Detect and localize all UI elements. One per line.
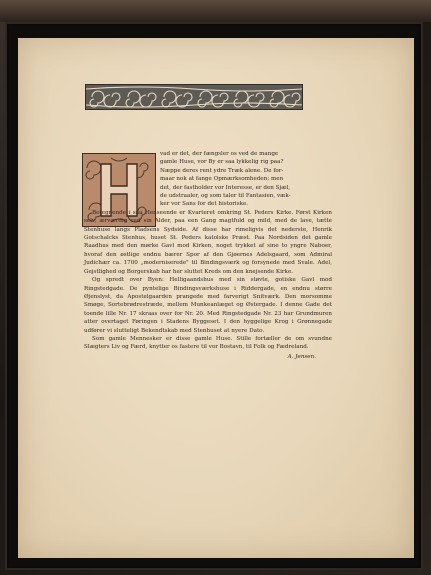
paragraph: Betegnende i saa Henseende er Kvarteret omkring St. Peders Kirke. Først Kirken selv, ærværdig ved sin Alder, paa een Gang magtfuld og mild, med de lave, tætte Stenhuse langs Pladsens Sydside. Af disse har rimeligvis det nederste, Henrik Gotschalcks Stenhus, huset St. Peders katolske Præst. Paa Nordsiden det gamle Raadhus med den mørke Gavl mod Kirken, noget trykket af sine to yngre Naboer, hvoraf den østlige endnu bærer Spor af den Gjøernes Adelsgaard, som Admiral Judichær ca. 1700 „moderniserede" til Bindingsværk og forsynede med Svale. Adel, Gejstlighed og Borgerskab har her sluttet Kreds om den knejsende Kirke. bbox=[84, 209, 332, 275]
intro-line: de udstraaler, og som taler til Fantasien, væk- bbox=[160, 193, 291, 200]
paragraph: Og spredt over Byen: Helligaandshus med sin støvte, gotiske Gavl mod Ringstedgade. De pyntelige Bindingsværkshuse i Riddergade, en endnu større Øjenslyst, da Apostelgaarden prangede med farverigt Snitværk. Den morsomme Smøge, Sortebrødrestræde, mellem Munkeanlæget og Østergade. I denne Gade det toende lille Nr. 17 skraas over for Nr. 20. Med Ringstedgade Nr. 23 har Grundmuren atter overtaget Føringen i Stadens Byggeset. I den hyggelige Krog i Grønnegade udfører vi slutteligt Bekendtskab med Stenhuset at nyere Dato. bbox=[84, 277, 332, 334]
signature: A. Jensen. bbox=[287, 353, 316, 360]
intro-line: gamle Huse, vor By er saa lykkelig rig paa? bbox=[160, 159, 284, 166]
intro-line: maar nok at fange Opmærksomheden; men bbox=[160, 176, 284, 183]
article-text bbox=[84, 150, 332, 361]
wall-background bbox=[0, 0, 431, 22]
intro-line: det, der fastholder vor Interesse, er den Sjæl, bbox=[160, 184, 291, 191]
intro-line: Næppe deres rent ydre Træk alene. De for- bbox=[160, 167, 284, 174]
intro-line: vad er det, der fængsler os ved de mange bbox=[160, 151, 279, 157]
paragraph: Som gamle Mennesker er disse gamle Huse. Stille fortæller de om svundne Slægters Liv og Færd, knytter os fastere til vor Bostavn, til Folk og Fædreland. bbox=[84, 335, 332, 351]
intro-line: ker vor Sans for det historiske. bbox=[160, 201, 249, 208]
decorative-swirl-banner-icon bbox=[85, 84, 303, 110]
